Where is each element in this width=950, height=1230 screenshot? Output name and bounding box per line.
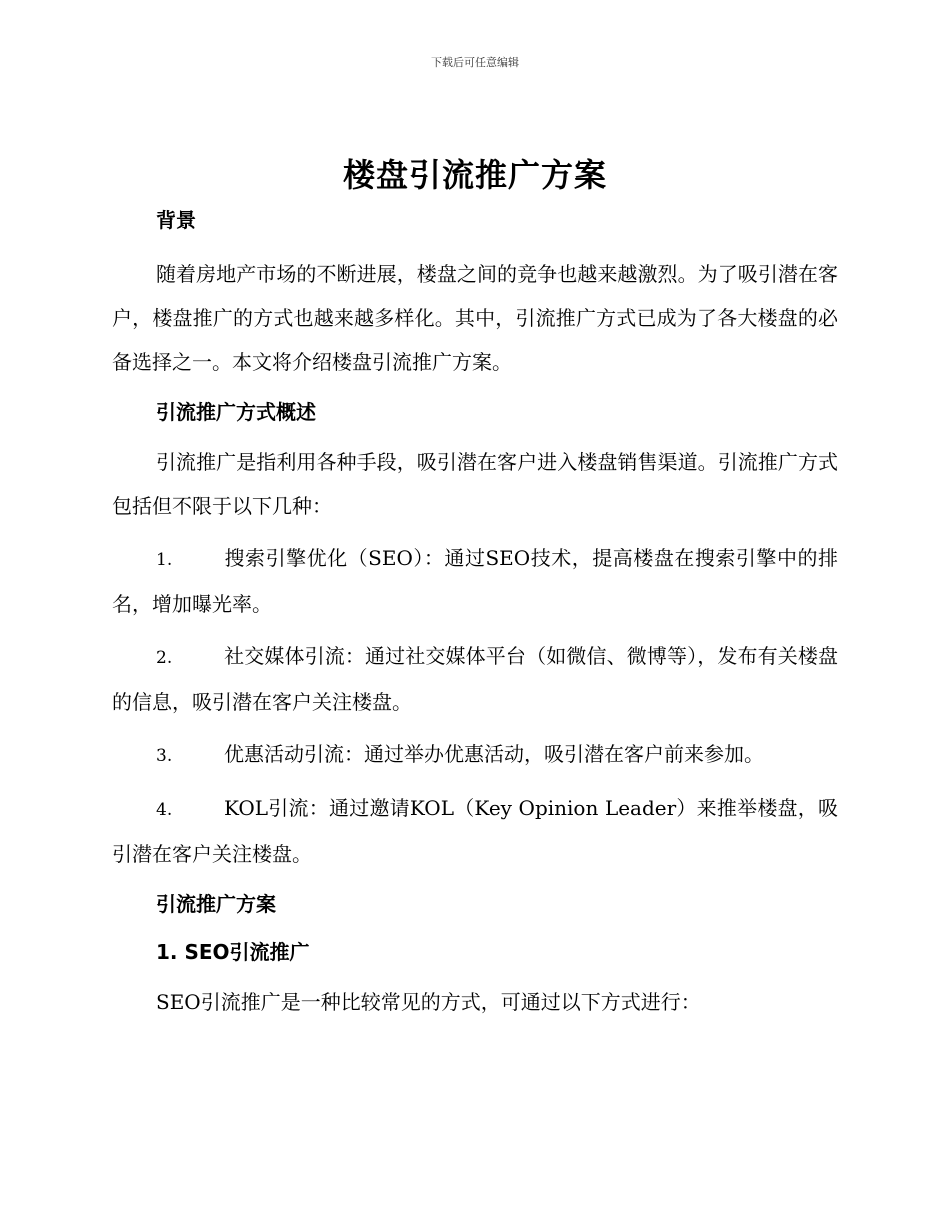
list-item-text: KOL引流：通过邀请KOL（Key Opinion Leader）来推举楼盘，吸引潜在客户关注楼盘。 — [112, 796, 838, 866]
document-title: 楼盘引流推广方案 — [342, 156, 607, 194]
list-item-number: 2. — [156, 648, 173, 668]
paragraph-background: 随着房地产市场的不断进展，楼盘之间的竞争也越来越激烈。为了吸引潜在客户，楼盘推广的方式也越来越多样化。其中，引流推广方式已成为了各大楼盘的必备选择之一。本文将介绍楼盘引流推广方案。 — [112, 262, 838, 374]
list-item-number: 4. — [156, 800, 173, 820]
list-item-text: 优惠活动引流：通过举办优惠活动，吸引潜在客户前来参加。 — [224, 742, 764, 766]
list-item — [112, 786, 838, 876]
document-body — [112, 200, 838, 1024]
section-heading-plan: 引流推广方案 — [156, 892, 276, 916]
list-item-text: 社交媒体引流：通过社交媒体平台（如微信、微博等），发布有关楼盘的信息，吸引潜在客户关注楼盘。 — [112, 644, 838, 714]
list-item — [112, 732, 838, 778]
list-item — [112, 634, 838, 724]
list-item-number: 3. — [156, 746, 173, 766]
header-note: 下载后可任意编辑 — [431, 56, 519, 69]
paragraph-seo: SEO引流推广是一种比较常见的方式，可通过以下方式进行： — [156, 990, 701, 1014]
paragraph-overview: 引流推广是指利用各种手段，吸引潜在客户进入楼盘销售渠道。引流推广方式包括但不限于以下几种： — [112, 450, 838, 518]
list-item — [112, 536, 838, 626]
section-heading-overview: 引流推广方式概述 — [156, 400, 316, 424]
list-item-text: 搜索引擎优化（SEO）：通过SEO技术，提高楼盘在搜索引擎中的排名，增加曝光率。 — [112, 546, 838, 616]
subsection-heading-seo: 1. SEO引流推广 — [156, 940, 310, 964]
list-item-number: 1. — [156, 550, 173, 570]
section-heading-background: 背景 — [156, 208, 196, 232]
